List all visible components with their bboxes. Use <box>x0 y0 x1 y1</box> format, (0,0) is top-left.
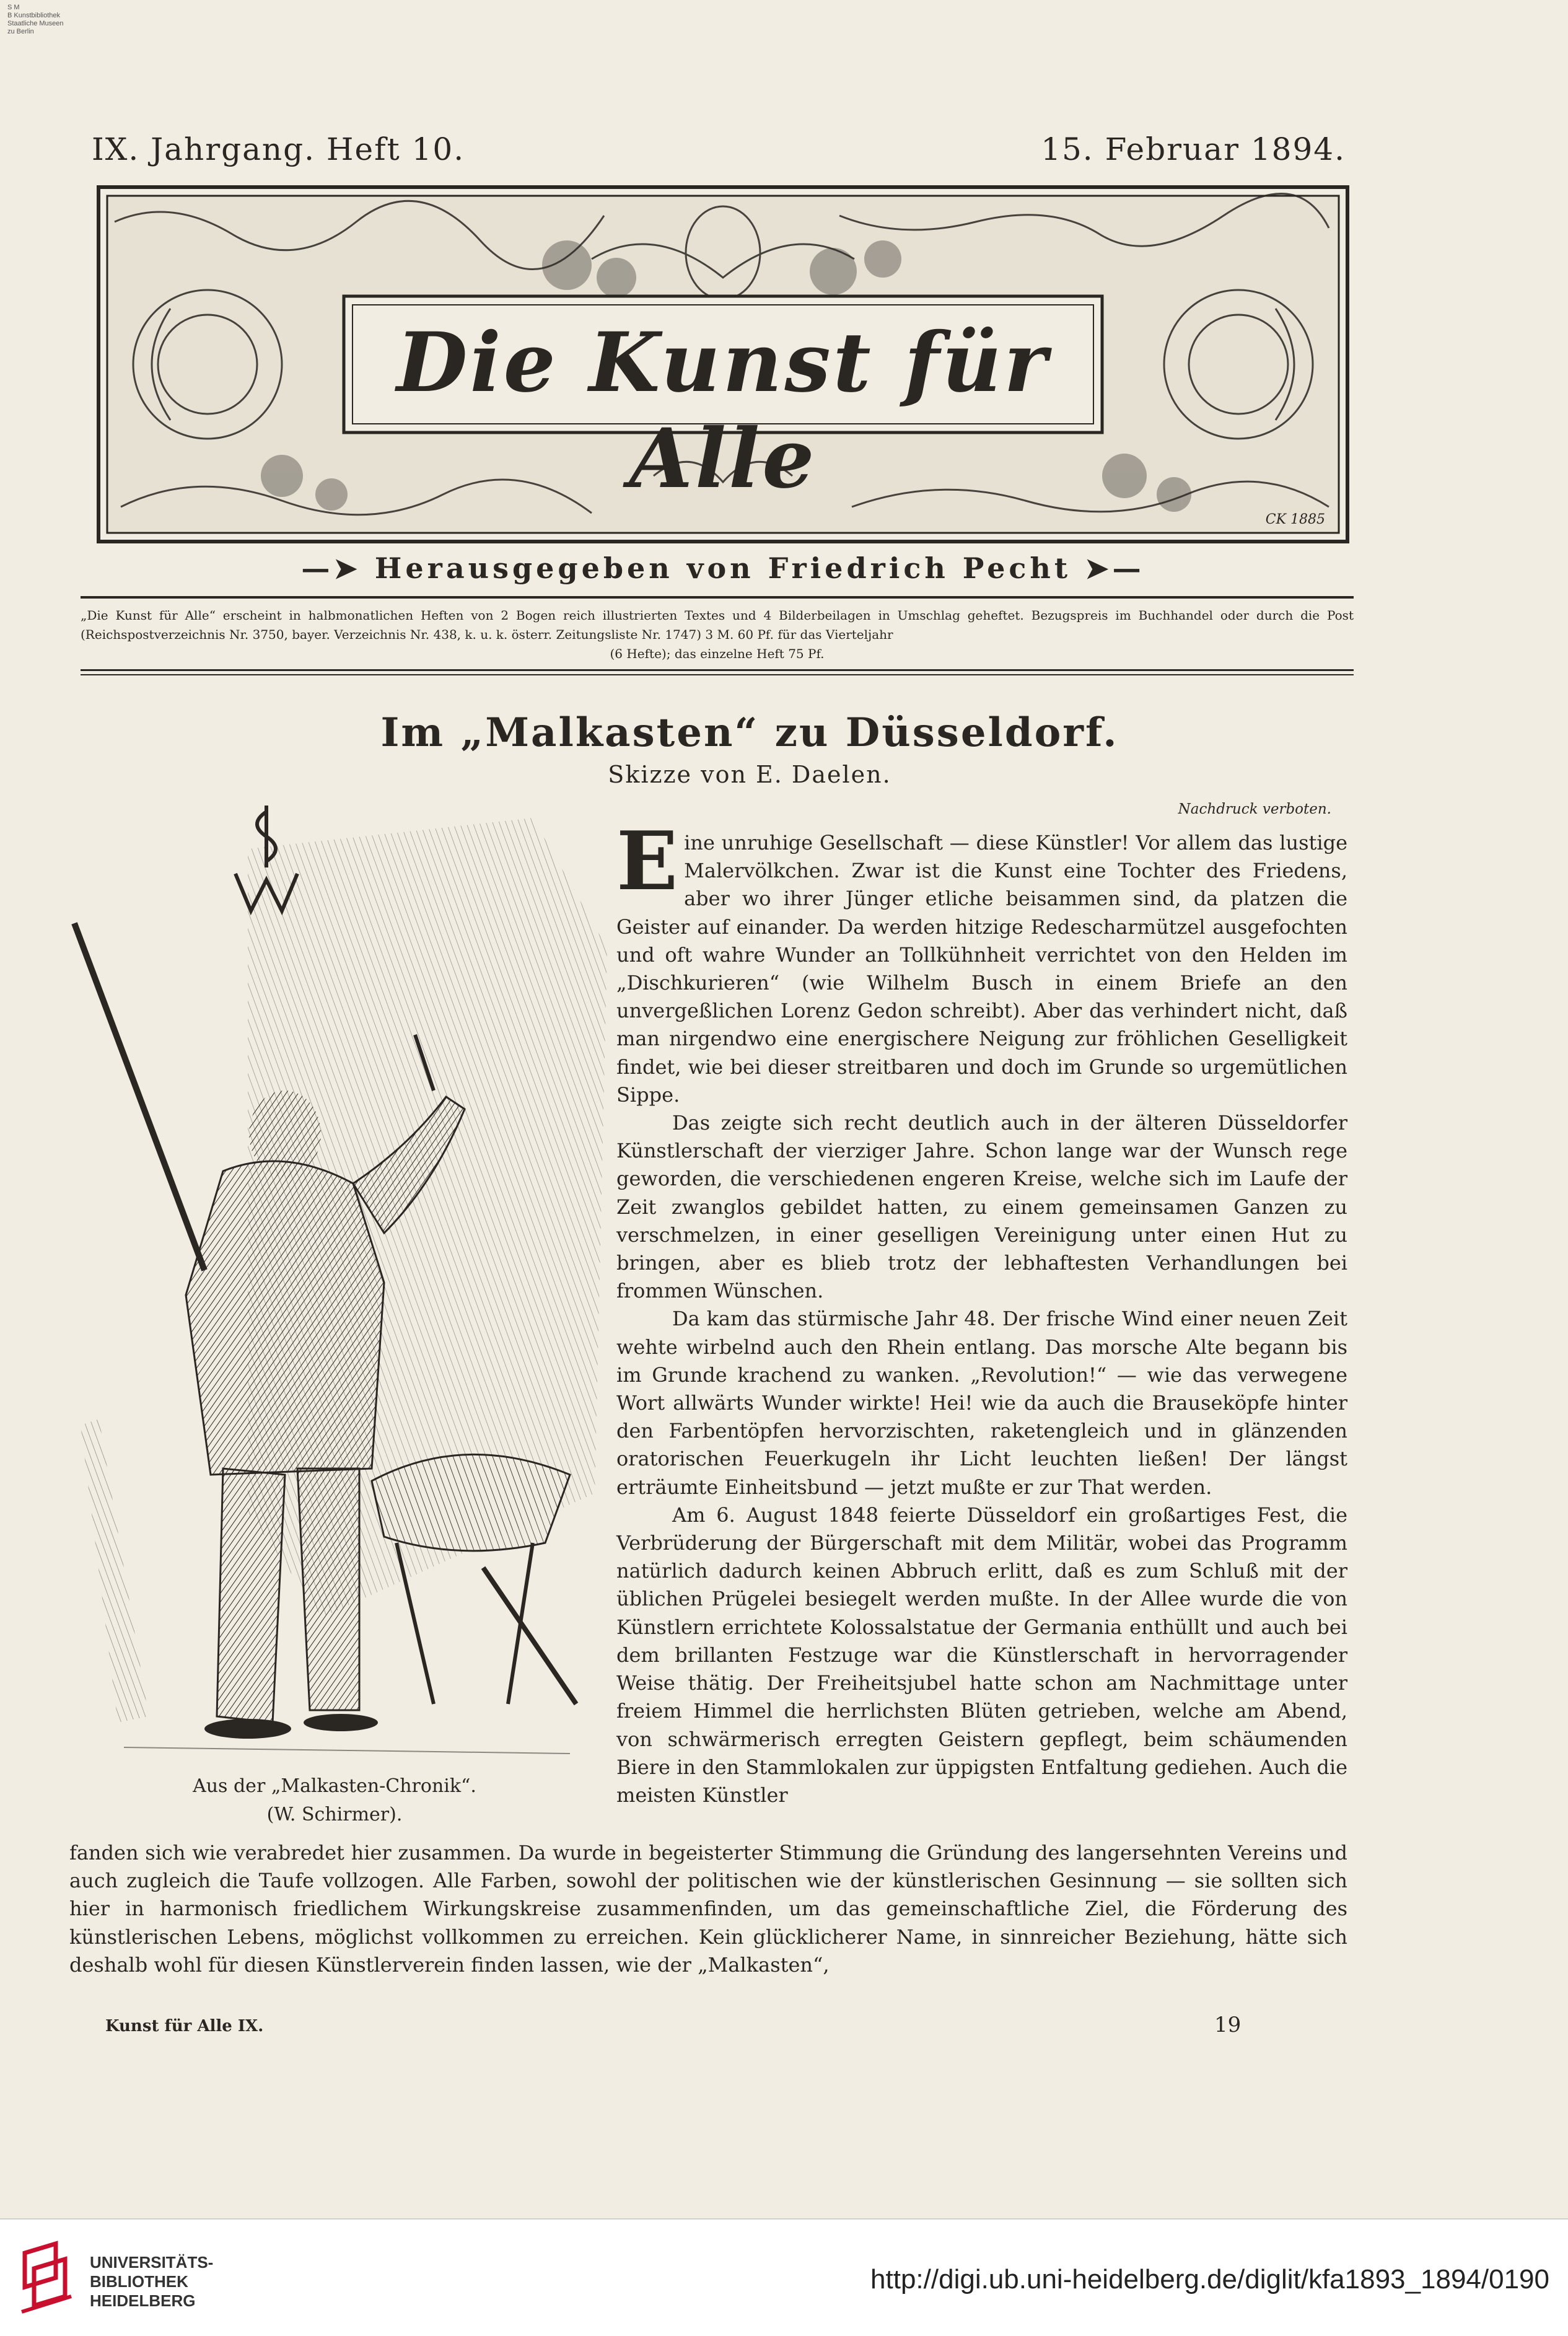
editor-line: —➤ Herausgegeben von Friedrich Pecht ➤— <box>301 551 1145 585</box>
issue-number: IX. Jahrgang. Heft 10. <box>92 131 465 167</box>
article-column <box>616 814 1347 1809</box>
paragraph-2: Das zeigte sich recht deutlich auch in der älteren Düsseldorfer Künstlerschaft der vierziger Jahre. Schon lange war der Wunsch rege geworden, die verschiedenen engeren Kreise, welche sich im Laufe der Zeit zwanglos gebildet hatten, zu einem gemeinsamen Ganzen zu verschmelzen, in einer geselligen Vereinigung unter einen Hut zu bringen, aber es blieb trotz der lebhaftesten Verhandlungen bei frommen Wünschen. <box>616 1111 1347 1303</box>
footer-page-number: 19 <box>1214 2013 1242 2037</box>
rule-top <box>81 596 1354 599</box>
library-footer-bar <box>0 2218 1568 2336</box>
drop-cap: E <box>616 814 678 908</box>
full-width-text: fanden sich wie verabredet hier zusammen. Da wurde in begeisterter Stimmung die Gründung des langersehnten Vereins und auch zugleich die Taufe vollzogen. Alle Farben, sowohl der politischen wie der künstlerischen Gesinnung — sie sollten sich hier in harmonisch friedlichem Wirkungskreise zusammenfinden, um das gemeinschaftliche Ziel, die Förderung des künstlerischen Lebens, möglichst vollkommen zu erreichen. Kein glücklicherer Name, in sinnreicher Beziehung, hätte sich deshalb wohl für diesen Künstlerverein finden lassen, wie der „Malkasten“, <box>69 1841 1347 1977</box>
caption-line-1: Aus der „Malkasten-Chronik“. <box>193 1775 476 1797</box>
subscription-last-line: (6 Hefte); das einzelne Heft 75 Pf. <box>610 646 825 661</box>
paragraph-4: Am 6. August 1848 feierte Düsseldorf ein großartiges Fest, die Verbrüderung der Bürgerschaft mit dem Militär, wobei das Programm natürlich dadurch keinen Abbruch erlitt, daß es zum Schluß mit der üblichen Prügelei besiegelt werden mußte. In der Allee wurde die von Künstlern errichtete Kolossalstatue der Germania enthüllt und auch bei dem brillanten Festzuge war die Künstlerschaft in hervorragender Weise thätig. Der Freiheitsjubel hatte schon am Nachmittage unter freiem Himmel die herrlichsten Blüten getrieben, welche am Abend, von schwärmerisch erregten Geistern gepflegt, beim schäumenden Biere in den Stammlokalen zur üppigsten Entfaltung gediehen. Auch die meisten Künstler <box>616 1503 1347 1807</box>
museum-stamp: S M B Kunstbibliothek Staatliche Museen zu Berlin <box>7 4 64 35</box>
engraving-illustration <box>62 799 607 1766</box>
issue-header <box>92 131 1346 175</box>
university-library-logo-icon <box>19 2241 74 2315</box>
permalink-url[interactable]: http://digi.ub.uni-heidelberg.de/diglit/kfa1893_1894/0190 <box>870 2264 1549 2294</box>
painter-at-wall-engraving <box>62 799 607 1766</box>
masthead-signature: CK 1885 <box>1265 512 1325 527</box>
illustration-caption <box>62 1772 607 1829</box>
paragraph-1 <box>616 814 1347 1109</box>
footer-journal: Kunst für Alle IX. <box>105 2017 264 2035</box>
rule-bottom <box>81 669 1354 671</box>
masthead-title: Die Kunst für Alle <box>396 315 1049 507</box>
subscription-info <box>81 606 1354 664</box>
article-title: Im „Malkasten“ zu Düsseldorf. <box>380 709 1119 756</box>
paragraph-3: Da kam das stürmische Jahr 48. Der frische Wind einer neuen Zeit wehte wirbelnd auch den Rhein entlang. Das morsche Alte begann bis im Grunde krachend zu wanken. „Revolution!“ — wie das verwegene Wort allwärts Wunder wirkte! Hei! wie da auch die Brauseköpfe hinter den Farbentöpfen hervorzischten, raketengleich und in glänzenden oratorischen Feuerkugeln ihr Licht leuchten ließen! Der längst erträumte Einheitsbund — jetzt mußte er zur That werden. <box>616 1307 1347 1499</box>
paragraph-1-text: ine unruhige Gesellschaft — diese Künstler! Vor allem das lustige Malervölkchen. Zwar ist die Kunst eine Tochter des Friedens, aber wo ihrer Jünger etliche beisammen sind, da platzen die Geister auf einander. Da werden hitzige Redescharmützel ausgefochten und oft wahre Wunder an Tollkühnheit verrichtet von den Helden im „Dischkurieren“ (wie Wilhelm Busch in einem Briefe an den unvergeßlichen Lorenz Gedon schreibt). Aber das verhindert nicht, daß man nirgendwo eine energischere Neigung zur fröhlichen Geselligkeit findet, wie bei dieser streitbaren und doch im Grunde so urgemütlichen Sippe. <box>616 831 1347 1107</box>
caption-line-2: (W. Schirmer). <box>266 1804 403 1825</box>
issue-date: 15. Februar 1894. <box>1041 131 1346 167</box>
subscription-text: „Die Kunst für Alle“ erscheint in halbmonatlichen Heften von 2 Bogen reich illustrierten Textes und 4 Bilderbeilagen in Umschlag geheftet. Bezugspreis im Buchhandel oder durch die Post (Reichspostverzeichnis Nr. 3750, bayer. Verzeichnis Nr. 438, k. u. k. österr. Zeitungsliste Nr. 1747) 3 M. 60 Pf. für das Vierteljahr <box>81 608 1354 642</box>
university-library-name: UNIVERSITÄTS- BIBLIOTHEK HEIDELBERG <box>90 2253 214 2310</box>
rule-bottom-thin <box>81 674 1354 675</box>
reprint-notice: Nachdruck verboten. <box>1178 801 1331 817</box>
masthead <box>96 185 1350 544</box>
article-subtitle: Skizze von E. Daelen. <box>608 761 891 788</box>
